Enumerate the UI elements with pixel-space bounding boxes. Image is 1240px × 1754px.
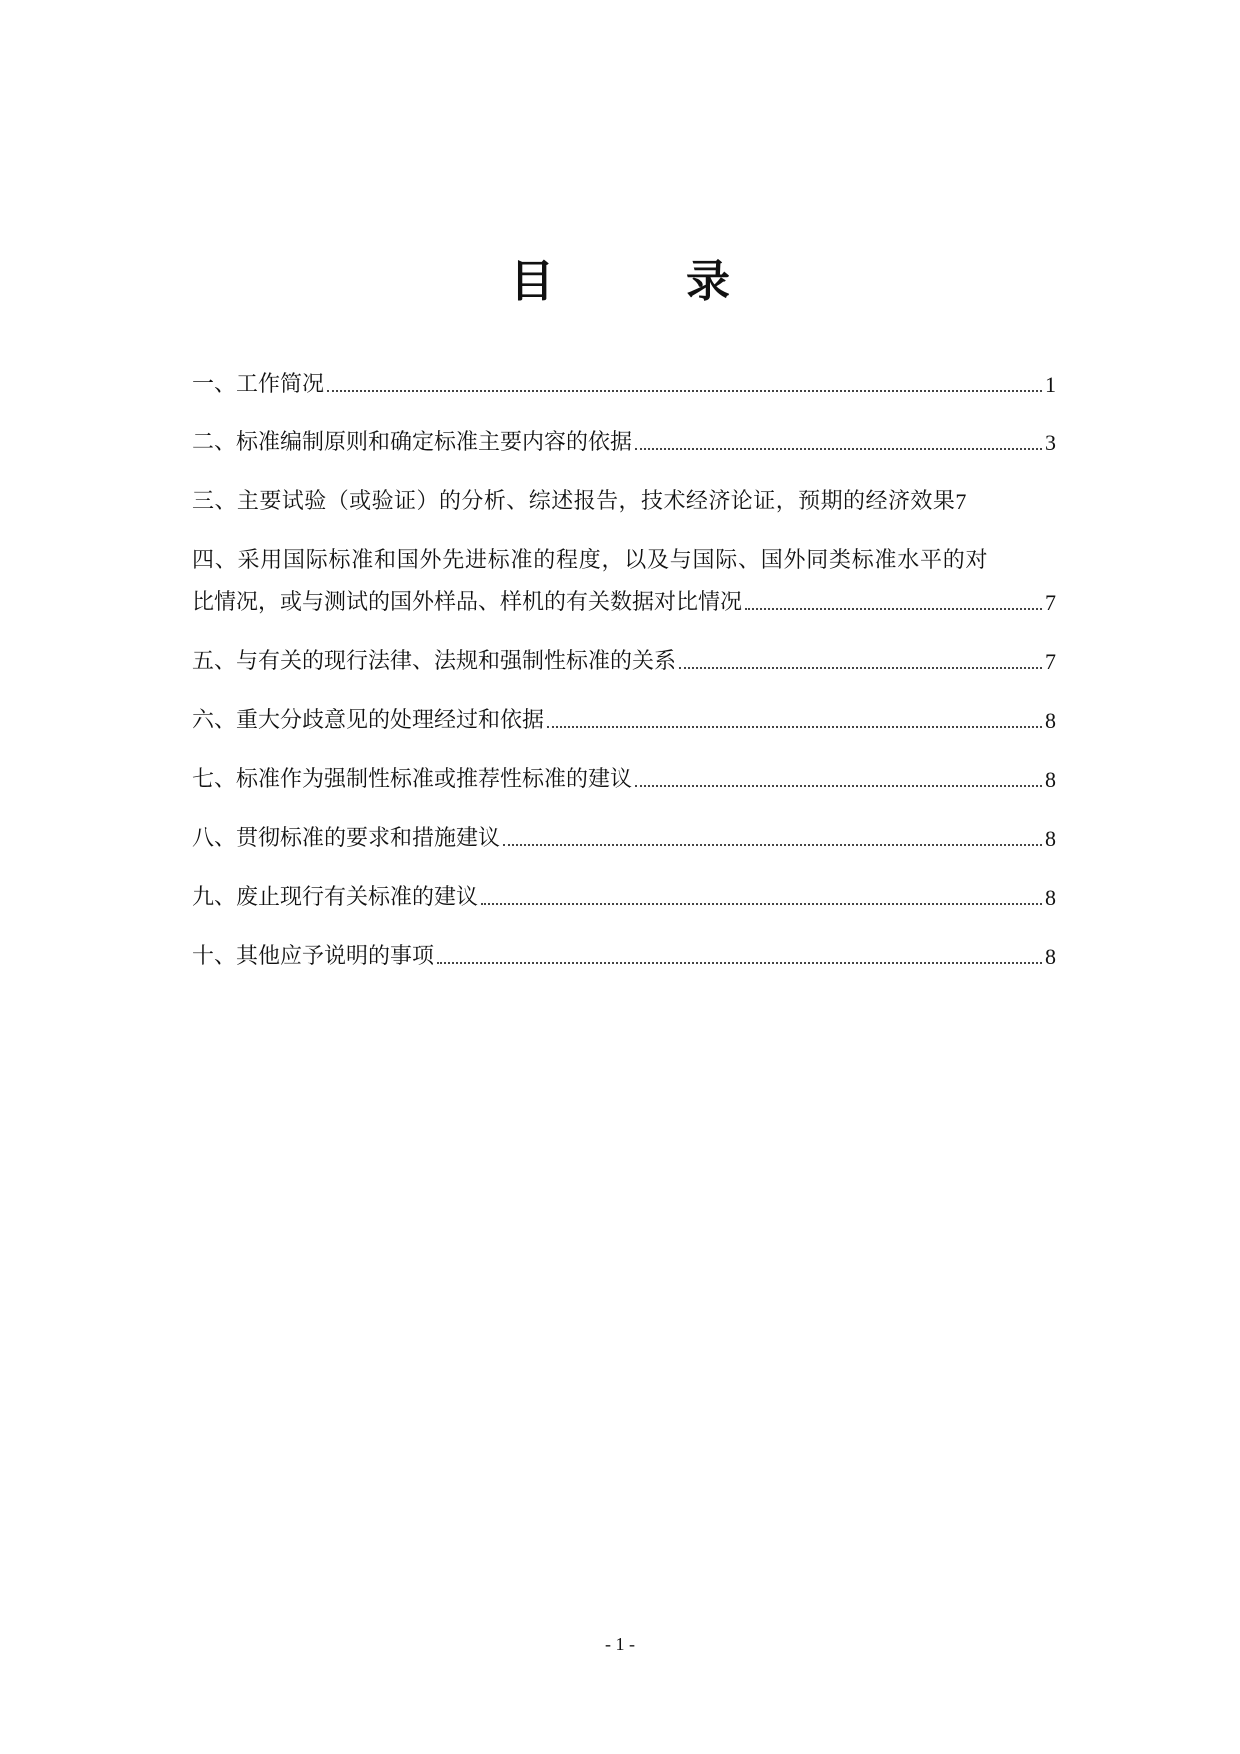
toc-entry-page: 8 xyxy=(1045,944,1056,969)
toc-entry-3[interactable] xyxy=(192,487,1056,517)
toc-entry-10[interactable] xyxy=(192,942,1056,972)
toc-entry-label: 一、工作简况 xyxy=(192,372,325,397)
toc-entry-label: 七、标准作为强制性标准或推荐性标准的建议 xyxy=(192,767,633,792)
toc-entry-8[interactable] xyxy=(192,824,1056,854)
toc-entry-page: 8 xyxy=(1045,708,1056,733)
toc-leader-dots xyxy=(745,608,1042,610)
toc-entry-5[interactable] xyxy=(192,647,1056,677)
toc-entry-2[interactable] xyxy=(192,428,1056,458)
toc-entry-page: 3 xyxy=(1045,430,1056,455)
toc-leader-dots xyxy=(481,903,1042,905)
toc-entry-label: 三、主要试验（或验证）的分析、综述报告，技术经济论证，预期的经济效果 xyxy=(192,489,956,514)
toc-entry-label-line-2: 比情况，或与测试的国外样品、样机的有关数据对比情况 xyxy=(192,590,743,615)
toc-leader-dots xyxy=(635,448,1042,450)
page-title: 目 录 xyxy=(510,256,774,307)
toc-entry-page: 7 xyxy=(955,489,967,514)
toc-entry-4-line-1[interactable] xyxy=(192,546,1056,576)
toc-leader-dots xyxy=(327,390,1042,392)
toc-leader-dots xyxy=(679,667,1042,669)
toc-entry-label: 六、重大分歧意见的处理经过和依据 xyxy=(192,708,545,733)
toc-entry-page: 8 xyxy=(1045,826,1056,851)
toc-entry-label: 九、废止现行有关标准的建议 xyxy=(192,885,479,910)
toc-entry-6[interactable] xyxy=(192,706,1056,736)
toc-leader-dots xyxy=(547,726,1042,728)
toc-entry-label: 八、贯彻标准的要求和措施建议 xyxy=(192,826,501,851)
toc-entry-page: 8 xyxy=(1045,885,1056,910)
toc-entry-page: 7 xyxy=(1045,649,1056,674)
toc-entry-page: 8 xyxy=(1045,767,1056,792)
toc-entry-label: 十、其他应予说明的事项 xyxy=(192,944,435,969)
toc-entry-7[interactable] xyxy=(192,765,1056,795)
toc-leader-dots xyxy=(635,785,1042,787)
toc-leader-dots xyxy=(437,962,1042,964)
toc-entry-9[interactable] xyxy=(192,883,1056,913)
page-footer-number: - 1 - xyxy=(605,1634,635,1654)
toc-entry-1[interactable] xyxy=(192,370,1056,400)
toc-entry-page: 1 xyxy=(1045,372,1056,397)
toc-entry-page: 7 xyxy=(1045,590,1056,615)
toc-entry-label: 二、标准编制原则和确定标准主要内容的依据 xyxy=(192,430,633,455)
toc-entry-label-line-1: 四、采用国际标准和国外先进标准的程度，以及与国际、国外同类标准水平的对 xyxy=(192,548,989,573)
toc-entry-label: 五、与有关的现行法律、法规和强制性标准的关系 xyxy=(192,649,677,674)
toc-leader-dots xyxy=(503,844,1042,846)
toc-entry-4-line-2[interactable] xyxy=(192,588,1056,618)
